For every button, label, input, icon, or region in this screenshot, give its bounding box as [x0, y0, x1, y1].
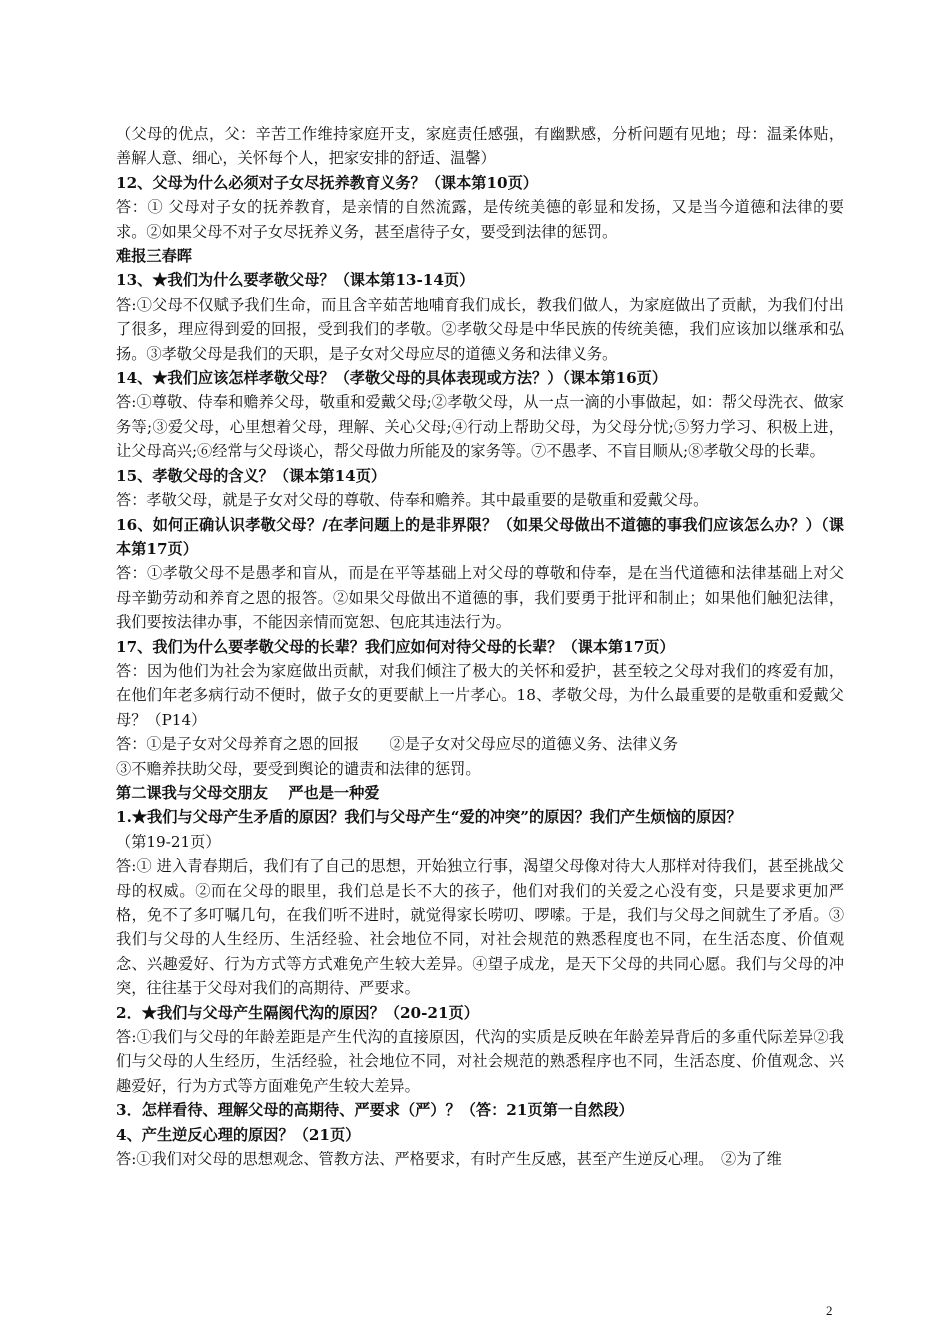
answer-text: 答:①父母不仅赋予我们生命，而且含辛茹苦地哺育我们成长，教我们做人，为家庭做出了贡献，为我们付出了很多，理应得到爱的回报，受到我们的孝敬。②孝敬父母是中华民族的传统美德，我们应该加以继承和弘扬。③孝敬父母是我们的天职，是子女对父母应尽的道德义务和法律义务。 [116, 295, 844, 363]
question-heading: 1.★我们与父母产生矛盾的原因？我们与父母产生“爱的冲突”的原因？我们产生烦恼的原因？ [116, 808, 742, 827]
answer-text: 答：① 父母对子女的抚养教育，是亲情的自然流露，是传统美德的彰显和发扬，又是当今道德和法律的要求。②如果父母不对子女尽抚养义务，甚至虐待子女，要受到法律的惩罚。 [116, 198, 844, 241]
answer-text: （父母的优点，父：辛苦工作维持家庭开支，家庭责任感强，有幽默感，分析问题有见地；母：温柔体贴，善解人意、细心，关怀每个人，把家安排的舒适、温馨） [116, 125, 844, 168]
answer-text: ③不赡养扶助父母，要受到舆论的谴责和法律的惩罚。 [116, 759, 481, 778]
page-number: 2 [826, 1303, 833, 1318]
question-heading: 13、★我们为什么要孝敬父母？（课本第13-14页） [116, 271, 475, 290]
section-heading: 第二课我与父母交朋友 严也是一种爱 [116, 783, 380, 802]
question-heading: 15、孝敬父母的含义？（课本第14页） [116, 466, 387, 485]
answer-text: 答:①我们对父母的思想观念、管教方法、严格要求，有时产生反感，甚至产生逆反心理。 ②为了维 [116, 1150, 782, 1169]
answer-text: 答：①是子女对父母养育之恩的回报 ②是子女对父母应尽的道德义务、法律义务 [116, 735, 678, 754]
question-heading: 16、如何正确认识孝敬父母？/在孝问题上的是非界限？（如果父母做出不道德的事我们应该怎么办？）（课本第17页） [116, 515, 844, 558]
question-heading: 17、我们为什么要孝敬父母的长辈？我们应如何对待父母的长辈？（课本第17页） [116, 637, 675, 656]
question-heading: 12、父母为什么必须对子女尽抚养教育义务？（课本第10页） [116, 173, 538, 192]
question-heading: 2．★我们与父母产生隔阂代沟的原因？（20-21页） [116, 1003, 479, 1022]
answer-text: 答：①孝敬父母不是愚孝和盲从，而是在平等基础上对父母的尊敬和侍奉，是在当代道德和法律基础上对父母辛勤劳动和养育之恩的报答。②如果父母做出不道德的事，我们要勇于批评和制止；如果他们触犯法律，我们要按法律办事，不能因亲情而宽恕、包庇其违法行为。 [116, 564, 844, 632]
section-heading: 难报三春晖 [116, 247, 192, 266]
answer-text: 答:①我们与父母的年龄差距是产生代沟的直接原因，代沟的实质是反映在年龄差异背后的多重代际差异②我们与父母的人生经历，生活经验，社会地位不同，对社会规范的熟悉程序也不同，生活态度、价值观念、兴趣爱好，行为方式等方面难免产生较大差异。 [116, 1028, 844, 1095]
answer-text: （第19-21页） [116, 832, 221, 851]
document-body [116, 122, 844, 1171]
question-heading: 3．怎样看待、理解父母的高期待、严要求（严）？（答：21页第一自然段） [116, 1101, 634, 1120]
answer-text: 答:① 进入青春期后，我们有了自己的思想，开始独立行事，渴望父母像对待大人那样对待我们，甚至挑战父母的权威。②而在父母的眼里，我们总是长不大的孩子，他们对我们的关爱之心没有变，只是要求更加严格，免不了多叮嘱几句，在我们听不进时，就觉得家长唠叨、啰嗦。于是，我们与父母之间就生了矛盾。③我们与父母的人生经历、生活经验、社会地位不同，对社会规范的熟悉程度也不同，在生活态度、价值观念、兴趣爱好、行为方式等方式难免产生较大差异。④望子成龙，是天下父母的共同心愿。我们与父母的冲突，往往基于父母对我们的高期待、严要求。 [116, 857, 844, 998]
question-heading: 14、★我们应该怎样孝敬父母？（孝敬父母的具体表现或方法？）（课本第16页） [116, 369, 668, 388]
answer-text: 答：孝敬父母，就是子女对父母的尊敬、侍奉和赡养。其中最重要的是敬重和爱戴父母。 [116, 491, 709, 510]
answer-text: 答:①尊敬、侍奉和赡养父母，敬重和爱戴父母;②孝敬父母，从一点一滴的小事做起，如：帮父母洗衣、做家务等;③爱父母，心里想着父母，理解、关心父母;④行动上帮助父母，为父母分忧;⑤努力学习、积极上进，让父母高兴;⑥经常与父母谈心，帮父母做力所能及的家务等。⑦不愚孝、不盲目顺从;⑧孝敬父母的长辈。 [116, 393, 844, 461]
question-heading: 4、产生逆反心理的原因？（21页） [116, 1125, 361, 1144]
answer-text: 答：因为他们为社会为家庭做出贡献，对我们倾注了极大的关怀和爱护，甚至较之父母对我们的疼爱有加，在他们年老多病行动不便时，做子女的更要献上一片孝心。18、孝敬父母，为什么最重要的是敬重和爱戴父母？（P14） [116, 661, 844, 729]
